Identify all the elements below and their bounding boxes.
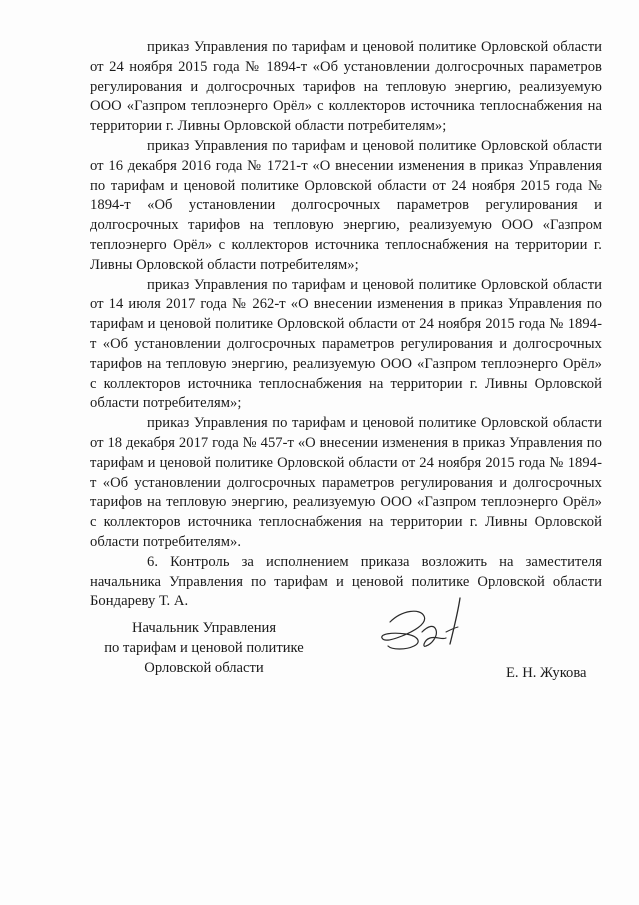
position-line-2: по тарифам и ценовой политике [104,640,304,656]
paragraph-order-1721: приказ Управления по тарифам и ценовой политике Орловской области от 16 декабря 2016 года № 1721-т «О внесении изменения в приказ Управления по тарифам и ценовой политике Орловской области от 24 ноября 2015 года № 1894-т «Об установлении долгосрочных параметров регулирования и долгосрочных тарифов на тепловую энергию, реализуемую ООО «Газпром теплоэнерго Орёл» с коллекторов источника теплоснабжения на территории г. Ливны Орловской области потребителям»; [90,137,602,273]
position-line-1: Начальник Управления [131,620,277,636]
signer-name: Е. Н. Жукова [506,665,587,681]
position-line-3: Орловской области [144,660,264,676]
document-body [90,38,602,612]
paragraph-order-262: приказ Управления по тарифам и ценовой политике Орловской области от 14 июля 2017 года № 262-т «О внесении изменения в приказ Управления по тарифам и ценовой политике Орловской области от 24 ноября 2015 года № 1894-т «Об установлении долгосрочных параметров регулирования и долгосрочных тарифов на тепловую энергию, реализуемую ООО «Газпром теплоэнерго Орёл» с коллекторов источника теплоснабжения на территории г. Ливны Орловской области потребителям»; [90,276,602,412]
handwritten-signature [362,592,482,662]
paragraph-control-clause: 6. Контроль за исполнением приказа возложить на заместителя начальника Управления по тарифам и ценовой политике Орловской области Бондареву Т. А. [90,553,602,610]
paragraph-order-457: приказ Управления по тарифам и ценовой политике Орловской области от 18 декабря 2017 года № 457-т «О внесении изменения в приказ Управления по тарифам и ценовой политике Орловской области от 24 ноября 2015 года № 1894-т «Об установлении долгосрочных параметров регулирования и долгосрочных тарифов на тепловую энергию, реализуемую ООО «Газпром теплоэнерго Орёл» с коллекторов источника теплоснабжения на территории г. Ливны Орловской области потребителям». [90,415,602,550]
paragraph-order-1894: приказ Управления по тарифам и ценовой политике Орловской области от 24 ноября 2015 года № 1894-т «Об установлении долгосрочных параметров регулирования и долгосрочных тарифов на тепловую энергию, реализуемую ООО «Газпром теплоэнерго Орёл» с коллекторов источника теплоснабжения на территории г. Ливны Орловской области потребителям»; [90,39,602,135]
signatory-position [90,618,318,678]
